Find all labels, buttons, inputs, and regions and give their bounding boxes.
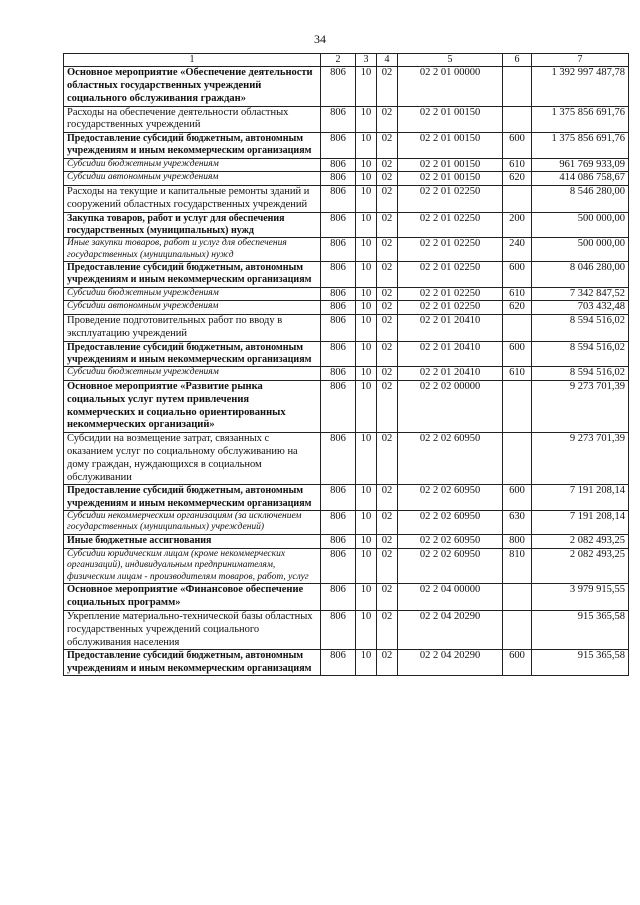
target-article-cell: 02 2 01 20410: [398, 367, 503, 381]
target-article-cell: 02 2 04 20290: [398, 650, 503, 675]
section-cell: 10: [356, 534, 377, 548]
target-article-cell: 02 2 02 60950: [398, 548, 503, 584]
row-name-cell: Проведение подготовительных работ по вводу в эксплуатацию учреждений: [64, 315, 321, 342]
amount-cell: 915 365,58: [532, 611, 629, 650]
table-row: [64, 485, 629, 510]
expense-type-cell: 800: [503, 534, 532, 548]
amount-cell: 7 191 208,14: [532, 510, 629, 534]
section-cell: 10: [356, 106, 377, 133]
row-name-cell: Субсидии юридическим лицам (кроме некоммерческих организаций), индивидуальным предпринимателям, физическим лицам - производителям товаров, работ, услуг: [64, 548, 321, 584]
amount-cell: 500 000,00: [532, 212, 629, 237]
section-cell: 10: [356, 287, 377, 301]
amount-cell: 703 432,48: [532, 301, 629, 315]
row-name-cell: Предоставление субсидий бюджетным, автономным учреждениям и иным некоммерческим организациям: [64, 341, 321, 366]
table-row: [64, 133, 629, 158]
amount-cell: 8 546 280,00: [532, 186, 629, 213]
admin-code-cell: 806: [321, 262, 356, 287]
amount-cell: 961 769 933,09: [532, 158, 629, 172]
expense-type-cell: [503, 584, 532, 611]
row-name-cell: Субсидии автономным учреждениям: [64, 301, 321, 315]
target-article-cell: 02 2 04 20290: [398, 611, 503, 650]
admin-code-cell: 806: [321, 584, 356, 611]
admin-code-cell: 806: [321, 611, 356, 650]
target-article-cell: 02 2 01 02250: [398, 186, 503, 213]
expense-type-cell: [503, 106, 532, 133]
section-cell: 10: [356, 510, 377, 534]
row-name-cell: Субсидии бюджетным учреждениям: [64, 287, 321, 301]
table-row: [64, 650, 629, 675]
section-cell: 10: [356, 133, 377, 158]
expense-type-cell: 200: [503, 212, 532, 237]
subsection-cell: 02: [377, 301, 398, 315]
section-cell: 10: [356, 315, 377, 342]
target-article-cell: 02 2 01 00150: [398, 158, 503, 172]
admin-code-cell: 806: [321, 510, 356, 534]
budget-table: [63, 53, 629, 676]
admin-code-cell: 806: [321, 238, 356, 262]
row-name-cell: Субсидии некоммерческим организациям (за исключением государственных (муниципальных) учреждений): [64, 510, 321, 534]
row-name-cell: Расходы на текущие и капитальные ремонты зданий и сооружений областных государственных учреждений: [64, 186, 321, 213]
subsection-cell: 02: [377, 315, 398, 342]
column-header: 7: [532, 54, 629, 67]
column-header: 6: [503, 54, 532, 67]
admin-code-cell: 806: [321, 548, 356, 584]
target-article-cell: 02 2 02 60950: [398, 485, 503, 510]
row-name-cell: Предоставление субсидий бюджетным, автономным учреждениям и иным некоммерческим организациям: [64, 133, 321, 158]
row-name-cell: Предоставление субсидий бюджетным, автономным учреждениям и иным некоммерческим организациям: [64, 262, 321, 287]
table-row: [64, 186, 629, 213]
row-name-cell: Основное мероприятие «Обеспечение деятельности областных государственных учреждений социального обслуживания граждан»: [64, 67, 321, 106]
amount-cell: 500 000,00: [532, 238, 629, 262]
subsection-cell: 02: [377, 381, 398, 433]
expense-type-cell: 630: [503, 510, 532, 534]
table-row: [64, 534, 629, 548]
section-cell: 10: [356, 433, 377, 485]
row-name-cell: Субсидии бюджетным учреждениям: [64, 367, 321, 381]
target-article-cell: 02 2 02 00000: [398, 381, 503, 433]
section-cell: 10: [356, 186, 377, 213]
section-cell: 10: [356, 548, 377, 584]
amount-cell: 414 086 758,67: [532, 172, 629, 186]
admin-code-cell: 806: [321, 341, 356, 366]
section-cell: 10: [356, 212, 377, 237]
section-cell: 10: [356, 341, 377, 366]
amount-cell: 2 082 493,25: [532, 548, 629, 584]
subsection-cell: 02: [377, 287, 398, 301]
column-header: 1: [64, 54, 321, 67]
admin-code-cell: 806: [321, 534, 356, 548]
expense-type-cell: [503, 186, 532, 213]
target-article-cell: 02 2 01 00150: [398, 172, 503, 186]
admin-code-cell: 806: [321, 301, 356, 315]
admin-code-cell: 806: [321, 158, 356, 172]
subsection-cell: 02: [377, 510, 398, 534]
table-row: [64, 341, 629, 366]
row-name-cell: Предоставление субсидий бюджетным, автономным учреждениям и иным некоммерческим организациям: [64, 485, 321, 510]
target-article-cell: 02 2 01 02250: [398, 301, 503, 315]
section-cell: 10: [356, 611, 377, 650]
section-cell: 10: [356, 238, 377, 262]
row-name-cell: Расходы на обеспечение деятельности областных государственных учреждений: [64, 106, 321, 133]
target-article-cell: 02 2 01 02250: [398, 212, 503, 237]
amount-cell: 8 046 280,00: [532, 262, 629, 287]
table-row: [64, 301, 629, 315]
table-row: [64, 172, 629, 186]
amount-cell: 2 082 493,25: [532, 534, 629, 548]
target-article-cell: 02 2 04 00000: [398, 584, 503, 611]
expense-type-cell: [503, 611, 532, 650]
table-row: [64, 510, 629, 534]
table-row: [64, 158, 629, 172]
admin-code-cell: 806: [321, 287, 356, 301]
target-article-cell: 02 2 01 00150: [398, 106, 503, 133]
expense-type-cell: 810: [503, 548, 532, 584]
expense-type-cell: 600: [503, 341, 532, 366]
target-article-cell: 02 2 01 20410: [398, 341, 503, 366]
subsection-cell: 02: [377, 584, 398, 611]
table-row: [64, 367, 629, 381]
expense-type-cell: 610: [503, 287, 532, 301]
amount-cell: 915 365,58: [532, 650, 629, 675]
admin-code-cell: 806: [321, 381, 356, 433]
admin-code-cell: 806: [321, 650, 356, 675]
page-number: 34: [314, 32, 326, 46]
row-name-cell: Основное мероприятие «Финансовое обеспечение социальных программ»: [64, 584, 321, 611]
admin-code-cell: 806: [321, 433, 356, 485]
expense-type-cell: 600: [503, 485, 532, 510]
expense-type-cell: 620: [503, 301, 532, 315]
row-name-cell: Субсидии на возмещение затрат, связанных с оказанием услуг по социальному обслуживанию на дому граждан, нуждающихся в социальном обслуживании: [64, 433, 321, 485]
expense-type-cell: 600: [503, 650, 532, 675]
subsection-cell: 02: [377, 367, 398, 381]
section-cell: 10: [356, 650, 377, 675]
amount-cell: 9 273 701,39: [532, 381, 629, 433]
row-name-cell: Закупка товаров, работ и услуг для обеспечения государственных (муниципальных) нужд: [64, 212, 321, 237]
subsection-cell: 02: [377, 172, 398, 186]
amount-cell: 1 375 856 691,76: [532, 133, 629, 158]
target-article-cell: 02 2 01 02250: [398, 262, 503, 287]
section-cell: 10: [356, 262, 377, 287]
admin-code-cell: 806: [321, 106, 356, 133]
table-row: [64, 584, 629, 611]
section-cell: 10: [356, 301, 377, 315]
table-row: [64, 212, 629, 237]
subsection-cell: 02: [377, 133, 398, 158]
amount-cell: 8 594 516,02: [532, 315, 629, 342]
amount-cell: 8 594 516,02: [532, 341, 629, 366]
expense-type-cell: 610: [503, 367, 532, 381]
admin-code-cell: 806: [321, 367, 356, 381]
table-row: [64, 433, 629, 485]
row-name-cell: Субсидии бюджетным учреждениям: [64, 158, 321, 172]
section-cell: 10: [356, 67, 377, 106]
section-cell: 10: [356, 584, 377, 611]
row-name-cell: Иные закупки товаров, работ и услуг для обеспечения государственных (муниципальных) нужд: [64, 238, 321, 262]
table-row: [64, 315, 629, 342]
expense-type-cell: 600: [503, 133, 532, 158]
expense-type-cell: [503, 67, 532, 106]
section-cell: 10: [356, 367, 377, 381]
amount-cell: 7 342 847,52: [532, 287, 629, 301]
table-header-row: [64, 54, 629, 67]
expense-type-cell: [503, 315, 532, 342]
subsection-cell: 02: [377, 238, 398, 262]
admin-code-cell: 806: [321, 315, 356, 342]
expense-type-cell: 240: [503, 238, 532, 262]
target-article-cell: 02 2 01 00000: [398, 67, 503, 106]
expense-type-cell: [503, 433, 532, 485]
target-article-cell: 02 2 02 60950: [398, 433, 503, 485]
row-name-cell: Предоставление субсидий бюджетным, автономным учреждениям и иным некоммерческим организациям: [64, 650, 321, 675]
expense-type-cell: 600: [503, 262, 532, 287]
amount-cell: 1 375 856 691,76: [532, 106, 629, 133]
subsection-cell: 02: [377, 534, 398, 548]
subsection-cell: 02: [377, 433, 398, 485]
subsection-cell: 02: [377, 158, 398, 172]
table-row: [64, 262, 629, 287]
subsection-cell: 02: [377, 262, 398, 287]
target-article-cell: 02 2 01 00150: [398, 133, 503, 158]
target-article-cell: 02 2 01 20410: [398, 315, 503, 342]
amount-cell: 7 191 208,14: [532, 485, 629, 510]
table-row: [64, 381, 629, 433]
subsection-cell: 02: [377, 650, 398, 675]
column-header: 4: [377, 54, 398, 67]
subsection-cell: 02: [377, 67, 398, 106]
expense-type-cell: 620: [503, 172, 532, 186]
target-article-cell: 02 2 02 60950: [398, 534, 503, 548]
section-cell: 10: [356, 381, 377, 433]
admin-code-cell: 806: [321, 67, 356, 106]
amount-cell: 9 273 701,39: [532, 433, 629, 485]
table-row: [64, 287, 629, 301]
row-name-cell: Укрепление материально-технической базы областных государственных учреждений социального обслуживания населения: [64, 611, 321, 650]
target-article-cell: 02 2 02 60950: [398, 510, 503, 534]
section-cell: 10: [356, 485, 377, 510]
subsection-cell: 02: [377, 611, 398, 650]
row-name-cell: Иные бюджетные ассигнования: [64, 534, 321, 548]
section-cell: 10: [356, 172, 377, 186]
expense-type-cell: 610: [503, 158, 532, 172]
column-header: 5: [398, 54, 503, 67]
amount-cell: 3 979 915,55: [532, 584, 629, 611]
target-article-cell: 02 2 01 02250: [398, 238, 503, 262]
table-row: [64, 67, 629, 106]
target-article-cell: 02 2 01 02250: [398, 287, 503, 301]
table-row: [64, 106, 629, 133]
row-name-cell: Основное мероприятие «Развитие рынка социальных услуг путем привлечения коммерческих и социально ориентированных некоммерческих организаций»: [64, 381, 321, 433]
admin-code-cell: 806: [321, 485, 356, 510]
subsection-cell: 02: [377, 485, 398, 510]
column-header: 3: [356, 54, 377, 67]
amount-cell: 1 392 997 487,78: [532, 67, 629, 106]
subsection-cell: 02: [377, 341, 398, 366]
admin-code-cell: 806: [321, 212, 356, 237]
subsection-cell: 02: [377, 106, 398, 133]
subsection-cell: 02: [377, 186, 398, 213]
admin-code-cell: 806: [321, 172, 356, 186]
amount-cell: 8 594 516,02: [532, 367, 629, 381]
table-row: [64, 548, 629, 584]
table-row: [64, 238, 629, 262]
admin-code-cell: 806: [321, 186, 356, 213]
row-name-cell: Субсидии автономным учреждениям: [64, 172, 321, 186]
section-cell: 10: [356, 158, 377, 172]
subsection-cell: 02: [377, 548, 398, 584]
column-header: 2: [321, 54, 356, 67]
admin-code-cell: 806: [321, 133, 356, 158]
subsection-cell: 02: [377, 212, 398, 237]
table-row: [64, 611, 629, 650]
expense-type-cell: [503, 381, 532, 433]
